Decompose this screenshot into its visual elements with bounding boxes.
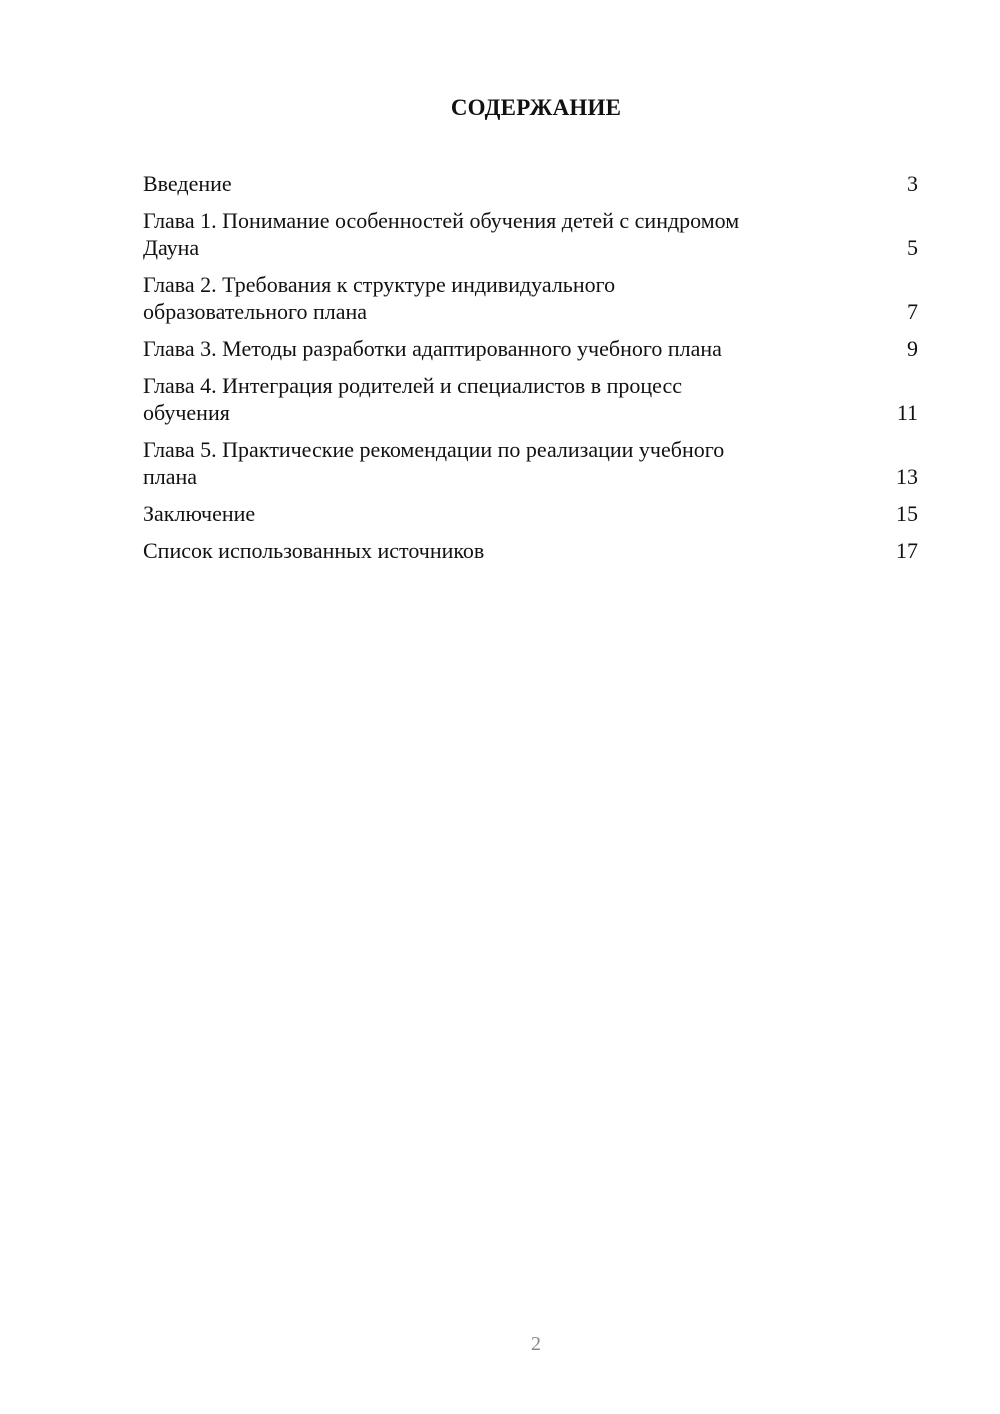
page-number: 2: [531, 1333, 541, 1355]
toc-entry-page: 3: [907, 171, 918, 196]
toc-entry-title: Заключение: [143, 501, 256, 526]
toc-entry-chapter-3: [143, 335, 918, 362]
toc-entry-chapter-2: [143, 271, 918, 325]
toc-entry-title: Глава 1. Понимание особенностей обучения детей с синдромом Дауна: [143, 208, 740, 260]
toc-entry-title: Глава 4. Интеграция родителей и специалистов в процесс обучения: [143, 373, 682, 425]
toc-entry-page: 11: [896, 400, 918, 425]
toc-entry-introduction: [143, 170, 918, 197]
toc-entry-page: 17: [896, 538, 918, 563]
toc-entry-chapter-1: [143, 207, 918, 261]
toc-entry-title: Глава 5. Практические рекомендации по реализации учебного плана: [143, 437, 725, 489]
toc-entry-title: Введение: [143, 171, 232, 196]
toc-entry-chapter-4: [143, 372, 918, 426]
page-title: СОДЕРЖАНИЕ: [450, 95, 622, 120]
toc-entry-title: Глава 2. Требования к структуре индивидуального образовательного плана: [143, 272, 616, 324]
toc-entry-conclusion: [143, 500, 918, 527]
toc-entry-title: Список использованных источников: [143, 538, 485, 563]
toc-entry-page: 5: [907, 235, 918, 260]
toc-entry-references: [143, 537, 918, 564]
toc-entry-page: 7: [907, 299, 918, 324]
toc-entry-page: 13: [896, 464, 918, 489]
toc-entry-page: 9: [907, 336, 918, 361]
table-of-contents: [143, 170, 918, 574]
toc-entry-page: 15: [896, 501, 918, 526]
toc-entry-title: Глава 3. Методы разработки адаптированного учебного плана: [143, 336, 722, 361]
toc-entry-chapter-5: [143, 436, 918, 490]
